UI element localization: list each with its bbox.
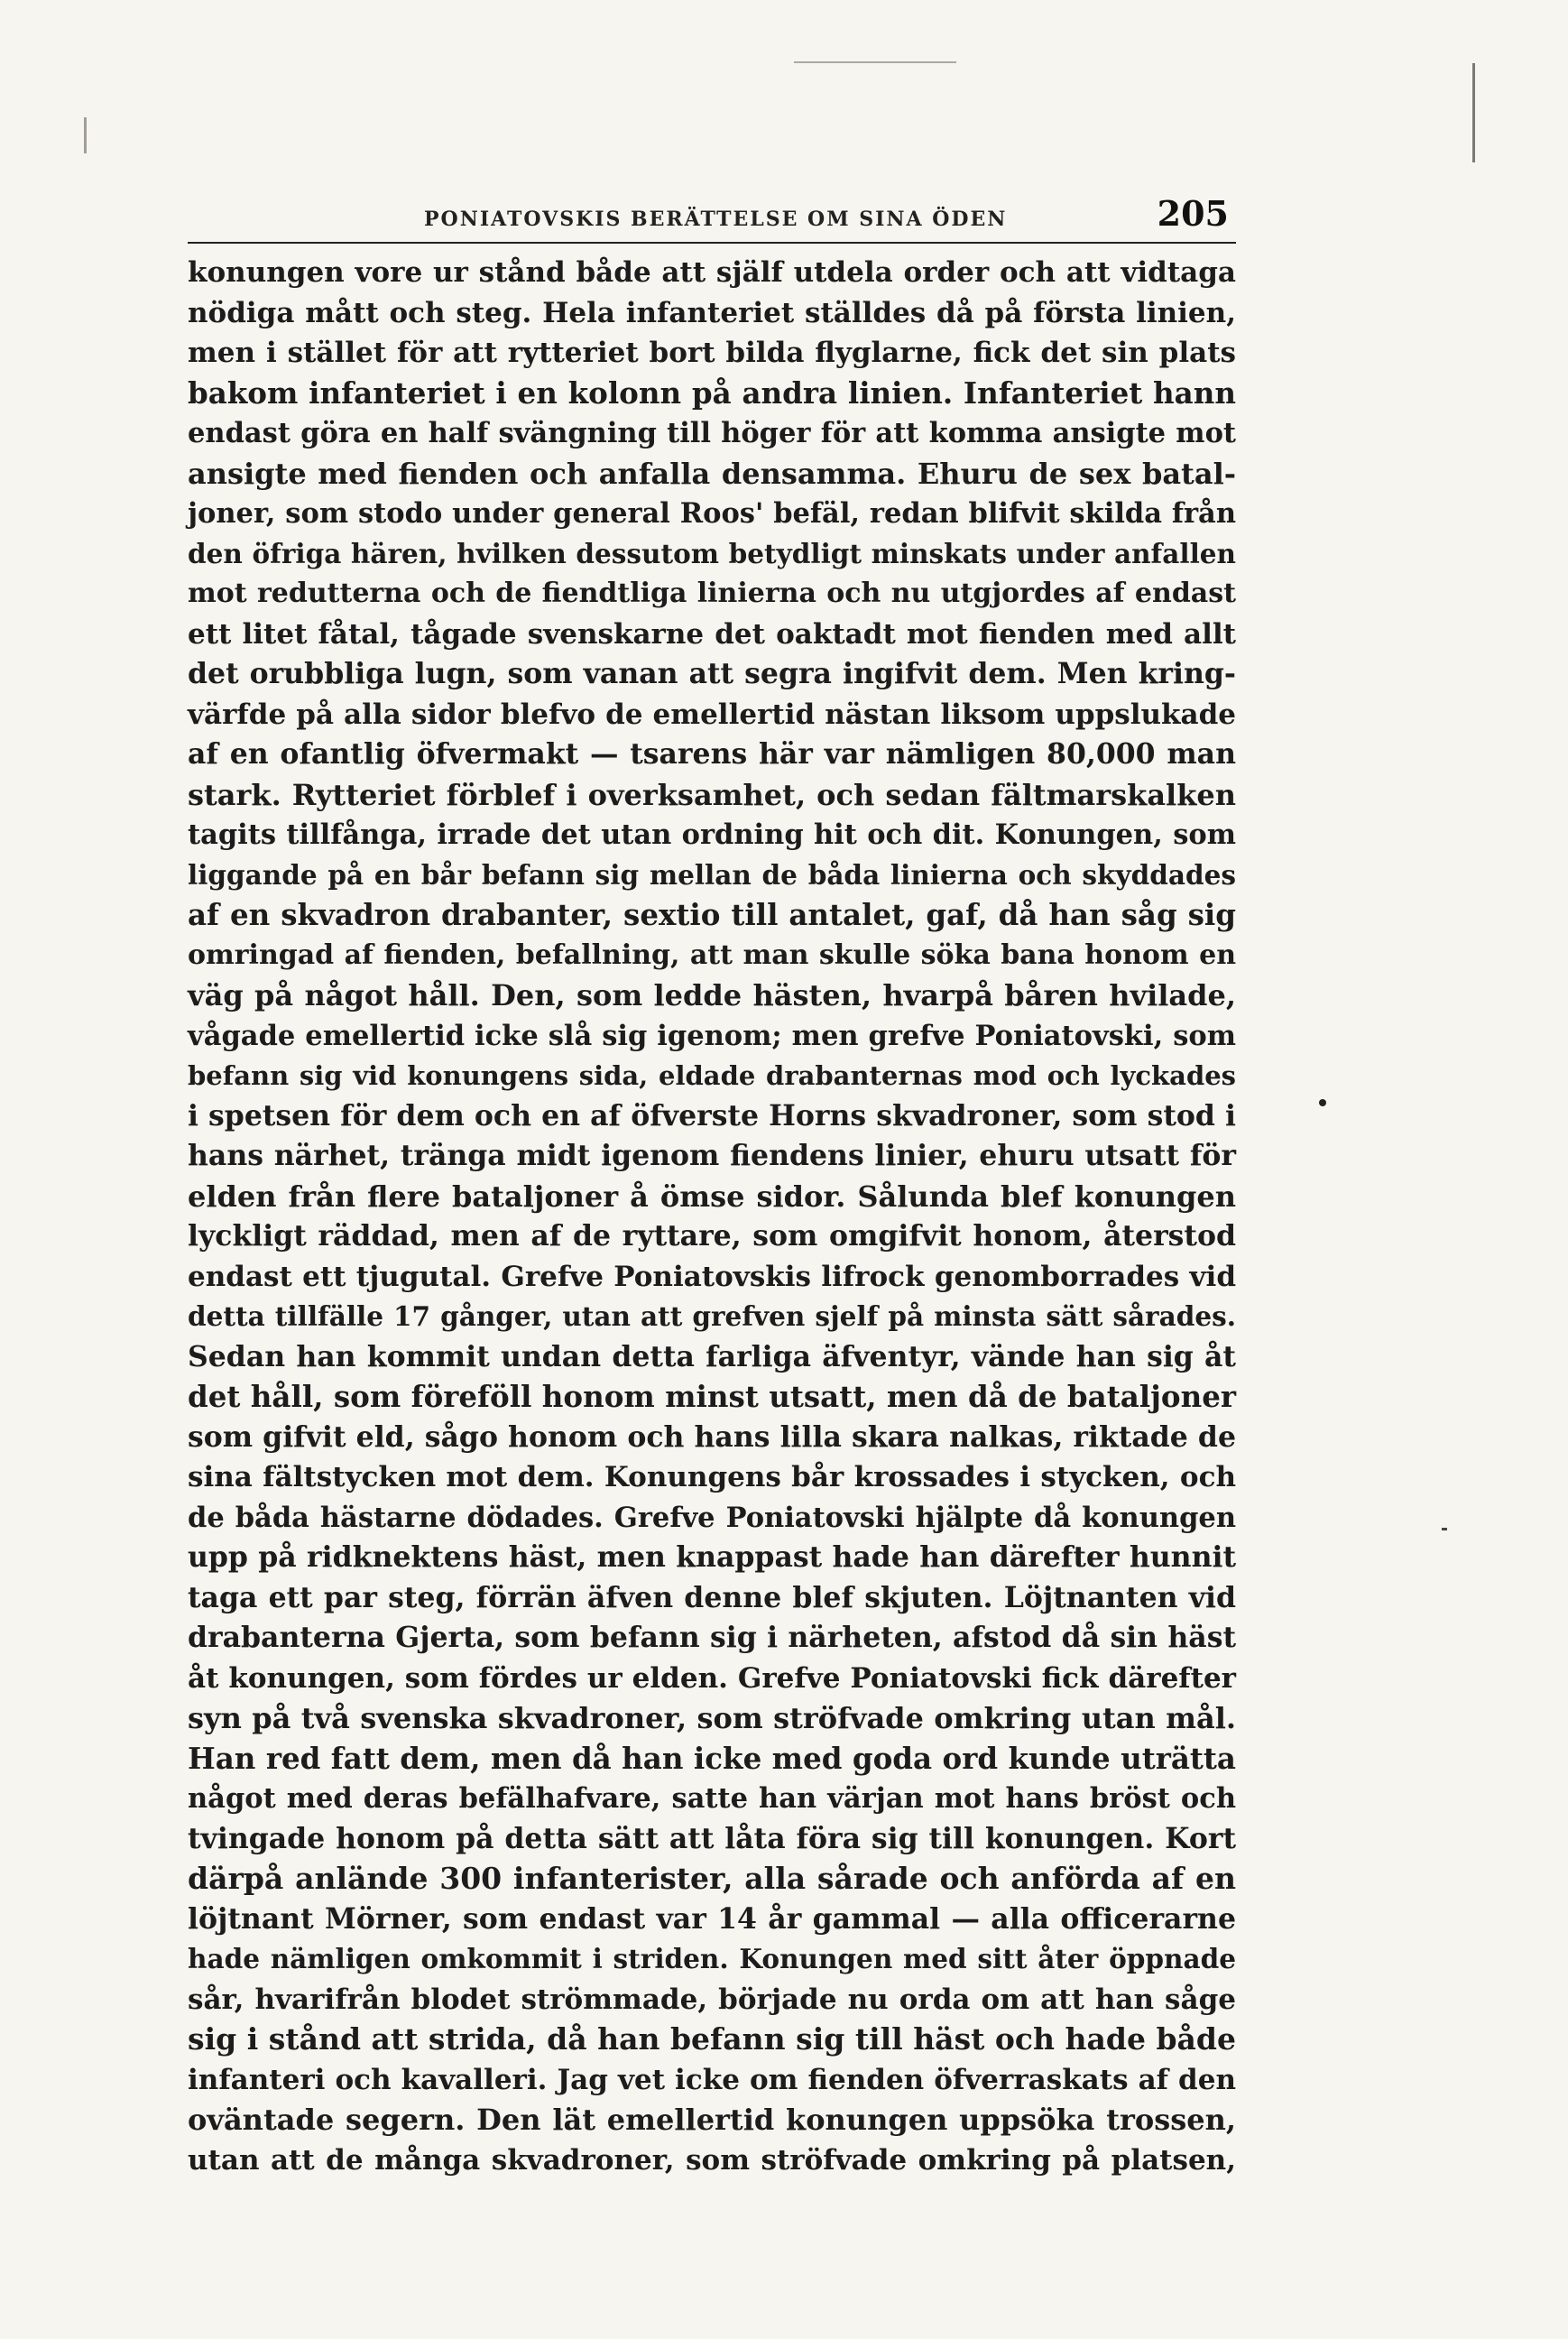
- text-line: joner, som stodo under general Roos' befäl, redan blifvit skilda från: [188, 497, 1236, 530]
- page-number: 205: [1157, 193, 1229, 234]
- text-line: af en skvadron drabanter, sextio till antalet, gaf, då han såg sig: [188, 897, 1236, 932]
- text-line: hans närhet, tränga midt igenom fiendens linier, ehuru utsatt för: [188, 1139, 1236, 1172]
- text-line: sig i stånd att strida, då han befann sig till häst och hade både: [188, 2021, 1236, 2057]
- text-line: stark. Rytteriet förblef i overksamhet, och sedan fältmarskalken: [188, 777, 1236, 812]
- text-line: oväntade segern. Den lät emellertid konungen uppsöka trossen,: [188, 2103, 1236, 2137]
- text-line: nödiga mått och steg. Hela infanteriet ställdes då på första linien,: [188, 296, 1236, 329]
- text-line: därpå anlände 300 infanterister, alla sårade och anförda af en: [188, 1861, 1236, 1896]
- text-line: det håll, som föreföll honom minst utsatt, men då de bataljoner: [188, 1379, 1236, 1414]
- text-line: värfde på alla sidor blefvo de emellertid nästan liksom uppslukade: [188, 698, 1236, 731]
- margin-dot: [1319, 1099, 1326, 1106]
- text-line: lyckligt räddad, men af de ryttare, som omgifvit honom, återstod: [188, 1219, 1236, 1253]
- text-line: men i stället för att rytteriet bort bilda flyglarne, fick det sin plats: [188, 337, 1236, 369]
- page-header: [188, 193, 1236, 238]
- text-line: befann sig vid konungens sida, eldade drabanternas mod och lyckades: [188, 1060, 1236, 1091]
- text-line: sår, hvarifrån blodet strömmade, började nu orda om att han såge: [188, 1983, 1236, 2016]
- text-line: Han red fatt dem, men då han icke med goda ord kunde uträtta: [188, 1740, 1236, 1776]
- body-text: [188, 253, 1236, 2180]
- text-line: omringad af fienden, befallning, att man skulle söka bana honom en: [188, 938, 1236, 971]
- text-line: de båda hästarne dödades. Grefve Poniatovski hjälpte då konungen: [188, 1501, 1236, 1534]
- text-line: den öfriga hären, hvilken dessutom betydligt minskats under anfallen: [188, 537, 1236, 569]
- margin-mark: [1442, 1528, 1447, 1530]
- text-line: detta tillfälle 17 gånger, utan att grefven sjelf på minsta sätt sårades.: [188, 1300, 1236, 1332]
- text-line: något med deras befälhafvare, satte han värjan mot hans bröst och: [188, 1782, 1236, 1815]
- text-line: elden från flere bataljoner å ömse sidor. Sålunda blef konungen: [188, 1179, 1236, 1214]
- text-line: tvingade honom på detta sätt att låta föra sig till konungen. Kort: [188, 1821, 1236, 1855]
- text-line: mot redutterna och de fiendtliga linierna och nu utgjordes af endast: [188, 578, 1236, 609]
- header-rule: [188, 242, 1236, 244]
- text-line: af en ofantlig öfvermakt — tsarens här var nämligen 80,000 man: [188, 737, 1236, 771]
- text-line: åt konungen, som fördes ur elden. Grefve Poniatovski fick därefter: [188, 1661, 1236, 1695]
- text-line: löjtnant Mörner, som endast var 14 år gammal — alla officerarne: [188, 1901, 1236, 1936]
- scan-artifact-top: [794, 61, 956, 63]
- text-line: endast ett tjugutal. Grefve Poniatovskis lifrock genomborrades vid: [188, 1260, 1236, 1293]
- text-line: utan att de många skvadroner, som ströfvade omkring på platsen,: [188, 2143, 1236, 2177]
- text-line: i spetsen för dem och en af öfverste Horns skvadroner, som stod i: [188, 1098, 1236, 1133]
- text-line: väg på något håll. Den, som ledde hästen, hvarpå båren hvilade,: [188, 978, 1236, 1012]
- text-line: endast göra en half svängning till höger för att komma ansigte mot: [188, 417, 1236, 449]
- text-line: ett litet fåtal, tågade svenskarne det oaktadt mot fienden med allt: [188, 617, 1236, 651]
- text-line: ansigte med fienden och anfalla densamma. Ehuru de sex batal-: [188, 456, 1236, 491]
- text-line: liggande på en bår befann sig mellan de båda linierna och skyddades: [188, 858, 1236, 891]
- text-line: sina fältstycken mot dem. Konungens bår krossades i stycken, och: [188, 1461, 1236, 1493]
- text-line: drabanterna Gjerta, som befann sig i närheten, afstod då sin häst: [188, 1621, 1236, 1654]
- text-line: konungen vore ur stånd både att själf utdela order och att vidtaga: [188, 256, 1236, 289]
- running-title: PONIATOVSKIS BERÄTTELSE OM SINA ÖDEN: [424, 208, 1008, 231]
- scan-artifact-right: [1472, 63, 1475, 162]
- text-line: bakom infanteriet i en kolonn på andra linien. Infanteriet hann: [188, 374, 1236, 411]
- text-line: syn på två svenska skvadroner, som ströfvade omkring utan mål.: [188, 1701, 1236, 1735]
- text-line: som gifvit eld, sågo honom och hans lilla skara nalkas, riktade de: [188, 1419, 1236, 1454]
- text-line: hade nämligen omkommit i striden. Konungen med sitt åter öppnade: [188, 1943, 1236, 1974]
- text-line: taga ett par steg, förrän äfven denne blef skjuten. Löjtnanten vid: [188, 1580, 1236, 1614]
- scan-artifact-left: [84, 117, 87, 153]
- text-line: Sedan han kommit undan detta farliga äfventyr, vände han sig åt: [188, 1339, 1236, 1373]
- text-line: vågade emellertid icke slå sig igenom; men grefve Poniatovski, som: [188, 1019, 1236, 1052]
- text-line: tagits tillfånga, irrade det utan ordning hit och dit. Konungen, som: [188, 818, 1236, 851]
- text-line: infanteri och kavalleri. Jag vet icke om fienden öfverraskats af den: [188, 2063, 1236, 2096]
- text-line: det orubbliga lugn, som vanan att segra ingifvit dem. Men kring-: [188, 657, 1236, 690]
- text-line: upp på ridknektens häst, men knappast hade han därefter hunnit: [188, 1540, 1236, 1574]
